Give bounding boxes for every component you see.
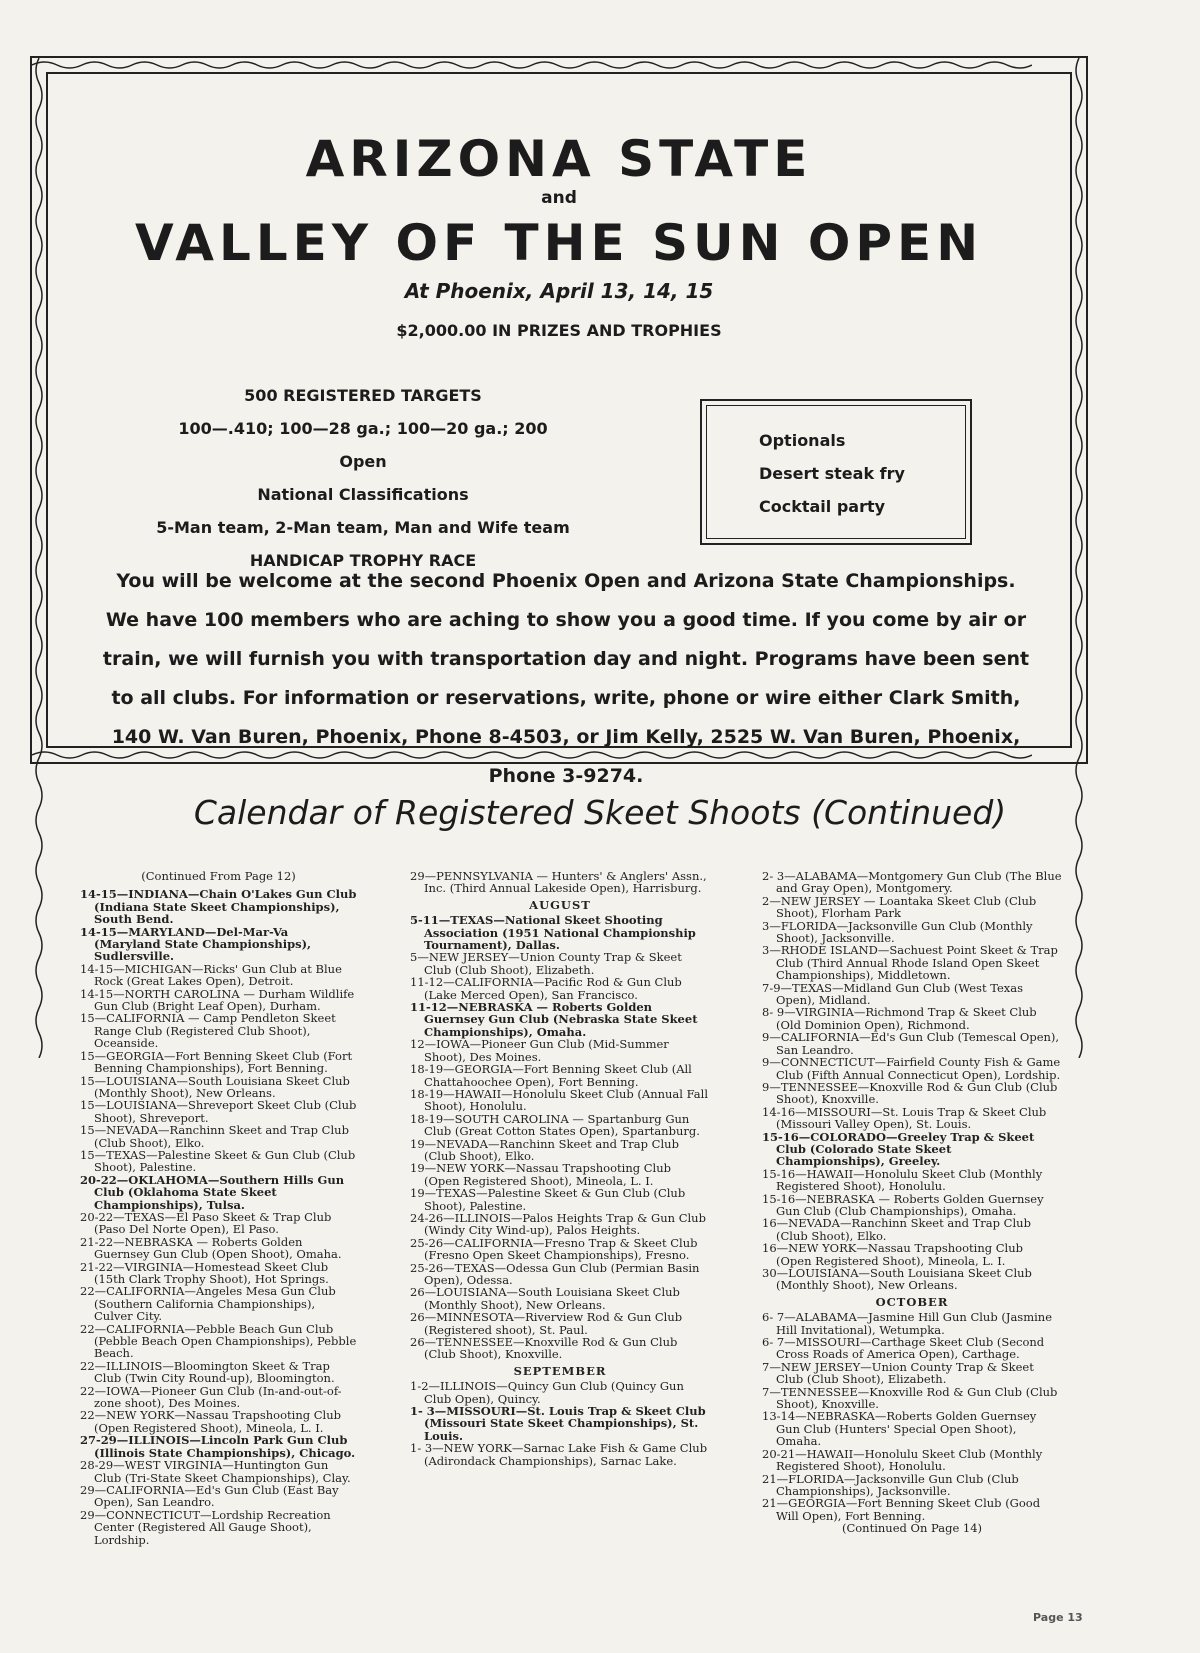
calendar-entry: 26—MINNESOTA—Riverview Rod & Gun Club (Registered shoot), St. Paul.	[410, 1310, 683, 1337]
ad-subtitle: VALLEY OF THE SUN OPEN	[134, 214, 984, 272]
calendar-entry: 14-16—MISSOURI—St. Louis Trap & Skeet Club (Missouri Valley Open), St. Louis.	[762, 1104, 1047, 1132]
calendar-entry: 11-12—NEBRASKA — Roberts Golden Guernsey Gun Club (Nebraska State Skeet Championships), Omaha.	[410, 1000, 698, 1039]
calendar-entry: 22—ILLINOIS—Bloomington Skeet & Trap Club (Twin City Round-up), Bloomington.	[80, 1358, 335, 1386]
calendar-entry: 18-19—GEORGIA—Fort Benning Skeet Club (All Chattahoochee Open), Fort Benning.	[410, 1062, 692, 1089]
calendar-entry: 25-26—TEXAS—Odessa Gun Club (Permian Basin Open), Odessa.	[410, 1260, 700, 1287]
ad-and: and	[541, 188, 577, 208]
calendar-entry: 15—LOUISIANA—Shreveport Skeet Club (Club Shoot), Shreveport.	[80, 1098, 357, 1125]
calendar-entry: 6- 7—ALABAMA—Jasmine Hill Gun Club (Jasmine Hill Invitational), Wetumpka.	[762, 1310, 1052, 1337]
calendar-entry: 26—TENNESSEE—Knoxville Rod & Gun Club (Club Shoot), Knoxville.	[410, 1335, 678, 1362]
calendar-entry: 7—NEW JERSEY—Union County Trap & Skeet Club (Club Shoot), Elizabeth.	[762, 1359, 1034, 1387]
calendar-entry: 24-26—ILLINOIS—Palos Heights Trap & Gun Club (Windy City Wind-up), Palos Heights.	[410, 1210, 706, 1238]
calendar-entry: 14-15—MICHIGAN—Ricks' Gun Club at Blue Rock (Great Lakes Open), Detroit.	[80, 961, 342, 989]
event-line: 100—.410; 100—28 ga.; 100—20 ga.; 200 Open	[178, 419, 548, 471]
ad-prizes: $2,000.00 IN PRIZES AND TROPHIES	[396, 321, 722, 340]
calendar-entry: 15-16—NEBRASKA — Roberts Golden Guernsey Gun Club (Club Championships), Omaha.	[762, 1191, 1044, 1218]
continued-from: (Continued From Page 12)	[141, 869, 296, 883]
calendar-entry: 9—CALIFORNIA—Ed's Gun Club (Temescal Open), San Leandro.	[762, 1030, 1060, 1057]
calendar-entry: 21—GEORGIA—Fort Benning Skeet Club (Good Will Open), Fort Benning.	[762, 1496, 1041, 1523]
calendar-entry: 22—IOWA—Pioneer Gun Club (In-and-out-of-zone shoot), Des Moines.	[80, 1383, 342, 1411]
calendar-entry: 15—CALIFORNIA — Camp Pendleton Skeet Range Club (Registered Club Shoot), Oceanside.	[80, 1011, 336, 1051]
calendar-entry: 5—NEW JERSEY—Union County Trap & Skeet Club (Club Shoot), Elizabeth.	[410, 950, 682, 977]
calendar-entry: 6- 7—MISSOURI—Carthage Skeet Club (Second Cross Roads of America Open), Carthage.	[762, 1335, 1045, 1362]
event-line: HANDICAP TROPHY RACE	[249, 551, 477, 570]
event-line: National Classifications	[257, 485, 469, 504]
event-line: 500 REGISTERED TARGETS	[244, 386, 482, 405]
calendar-entry: 8- 9—VIRGINIA—Richmond Trap & Skeet Club (Old Dominion Open), Richmond.	[762, 1005, 1037, 1032]
calendar-entry: 2- 3—ALABAMA—Montgomery Gun Club (The Blue and Gray Open), Montgomery.	[762, 869, 1062, 896]
calendar-entry: 9—CONNECTICUT—Fairfield County Fish & Game Club (Fifth Annual Connecticut Open), Lordship.	[762, 1055, 1061, 1082]
calendar-entry: 14-15—NORTH CAROLINA — Durham Wildlife Gun Club (Bright Leaf Open), Durham.	[80, 986, 355, 1014]
calendar-entry: 14-15—INDIANA—Chain O'Lakes Gun Club (Indiana State Skeet Championships), South Bend.	[80, 887, 357, 927]
advertisement-inner-frame	[46, 72, 1072, 787]
ad-body-text: You will be welcome at the second Phoenix Open and Arizona State Championships. We have 100 members who are aching to show you a good time. If you come by air or train, we will furnish you with transportation day and night. Programs have been sent to all clubs. For information or reservations, write, phone or wire either Clark Smith, 140 W. Van Buren, Phoenix, Phone 8-4503, or Jim Kelly, 2525 W. Van Buren, Phoenix, Phone 3-9274.	[102, 570, 1030, 787]
calendar-entry: 22—CALIFORNIA—Angeles Mesa Gun Club (Southern California Championships), Culver City.	[80, 1284, 336, 1324]
event-line: 5-Man team, 2-Man team, Man and Wife team	[156, 518, 570, 537]
optional-item: Cocktail party	[759, 497, 886, 516]
calendar-entry: 29—CONNECTICUT—Lordship Recreation Center (Registered All Gauge Shoot), Lordship.	[80, 1507, 331, 1547]
calendar-entry: 22—NEW YORK—Nassau Trapshooting Club (Open Registered Shoot), Mineola, L. I.	[80, 1408, 341, 1435]
calendar-entry: 20-22—OKLAHOMA—Southern Hills Gun Club (Oklahoma State Skeet Championships), Tulsa.	[80, 1172, 345, 1212]
calendar-entry: 3—FLORIDA—Jacksonville Gun Club (Monthly Shoot), Jacksonville.	[762, 918, 1033, 946]
wavy-border-right	[1073, 58, 1085, 1058]
calendar-entry: 15—NEVADA—Ranchinn Skeet and Trap Club (Club Shoot), Elko.	[80, 1123, 349, 1150]
calendar-entry: 1- 3—NEW YORK—Sarnac Lake Fish & Game Club (Adirondack Championships), Sarnac Lake.	[410, 1441, 708, 1468]
calendar-entry: 19—NEVADA—Ranchinn Skeet and Trap Club (Club Shoot), Elko.	[410, 1136, 679, 1163]
wavy-border-top	[32, 59, 1032, 71]
calendar-entry: 19—TEXAS—Palestine Skeet & Gun Club (Club Shoot), Palestine.	[410, 1186, 686, 1213]
calendar-entry: 29—PENNSYLVANIA — Hunters' & Anglers' Assn., Inc. (Third Annual Lakeside Open), Harrisburg.	[410, 869, 707, 896]
month-heading-october: OCTOBER	[875, 1294, 949, 1309]
calendar-entry: 15-16—COLORADO—Greeley Trap & Skeet Club (Colorado State Skeet Championships), Greeley.	[762, 1129, 1035, 1169]
continued-on: (Continued On Page 14)	[841, 1521, 983, 1536]
calendar-entry: 20-21—HAWAII—Honolulu Skeet Club (Monthly Registered Shoot), Honolulu.	[762, 1446, 1043, 1474]
calendar-entry: 7—TENNESSEE—Knoxville Rod & Gun Club (Club Shoot), Knoxville.	[762, 1384, 1058, 1412]
calendar-entry: 27-29—ILLINOIS—Lincoln Park Gun Club (Illinois State Championships), Chicago.	[80, 1433, 356, 1460]
calendar-entry: 5-11—TEXAS—National Skeet Shooting Association (1951 National Championship Tournament), Dallas.	[410, 913, 696, 953]
calendar-entry: 15—GEORGIA—Fort Benning Skeet Club (Fort Benning Championships), Fort Benning.	[80, 1048, 353, 1076]
calendar-entry: 9—TENNESSEE—Knoxville Rod & Gun Club (Club Shoot), Knoxville.	[762, 1079, 1058, 1107]
advertisement-box	[30, 56, 1088, 787]
ad-location: At Phoenix, April 13, 14, 15	[404, 279, 714, 303]
calendar-column-3	[762, 870, 1062, 1535]
calendar-entry: 22—CALIFORNIA—Pebble Beach Gun Club (Pebble Beach Open Championships), Pebble Beach.	[80, 1321, 357, 1361]
calendar-entry: 16—NEVADA—Ranchinn Skeet and Trap Club (Club Shoot), Elko.	[762, 1216, 1031, 1243]
calendar-entry: 19—NEW YORK—Nassau Trapshooting Club (Open Registered Shoot), Mineola, L. I.	[410, 1161, 671, 1188]
calendar-entry: 15—LOUISIANA—South Louisiana Skeet Club (Monthly Shoot), New Orleans.	[80, 1073, 350, 1100]
month-heading-september: SEPTEMBER	[513, 1363, 607, 1378]
calendar-column-2	[410, 870, 710, 1467]
calendar-title: Calendar of Registered Skeet Shoots (Continued)	[193, 793, 1007, 832]
calendar-entry: 13-14—NEBRASKA—Roberts Golden Guernsey Gun Club (Hunters' Special Open Shoot), Omaha.	[762, 1409, 1037, 1449]
calendar-entry: 11-12—CALIFORNIA—Pacific Rod & Gun Club (Lake Merced Open), San Francisco.	[410, 975, 682, 1002]
calendar-entry: 28-29—WEST VIRGINIA—Huntington Gun Club (Tri-State Skeet Championships), Clay.	[80, 1458, 351, 1485]
calendar-entry: 26—LOUISIANA—South Louisiana Skeet Club (Monthly Shoot), New Orleans.	[410, 1285, 680, 1312]
calendar-entry: 2—NEW JERSEY — Loantaka Skeet Club (Club Shoot), Florham Park	[762, 893, 1037, 921]
calendar-entry: 1- 3—MISSOURI—St. Louis Trap & Skeet Club (Missouri State Skeet Championships), St. Louis.	[410, 1404, 706, 1443]
calendar-entry: 29—CALIFORNIA—Ed's Gun Club (East Bay Open), San Leandro.	[80, 1482, 339, 1510]
calendar-entry: 7-9—TEXAS—Midland Gun Club (West Texas Open), Midland.	[762, 980, 1024, 1008]
calendar-entry: 3—RHODE ISLAND—Sachuest Point Skeet & Trap Club (Third Annual Rhode Island Open Skeet Championships), Middletown.	[762, 943, 1058, 983]
optionals-heading: Optionals	[759, 431, 846, 450]
optional-item: Desert steak fry	[759, 464, 905, 483]
calendar-entry: 18-19—HAWAII—Honolulu Skeet Club (Annual Fall Shoot), Honolulu.	[410, 1086, 709, 1114]
calendar-entry: 25-26—CALIFORNIA—Fresno Trap & Skeet Club (Fresno Open Skeet Championships), Fresno.	[410, 1235, 698, 1263]
calendar-entry: 16—NEW YORK—Nassau Trapshooting Club (Open Registered Shoot), Mineola, L. I.	[762, 1241, 1023, 1268]
calendar-entry: 30—LOUISIANA—South Louisiana Skeet Club (Monthly Shoot), New Orleans.	[762, 1266, 1032, 1293]
optionals-box	[700, 399, 972, 545]
calendar-entry: 20-22—TEXAS—El Paso Skeet & Trap Club (Paso Del Norte Open), El Paso.	[80, 1209, 332, 1237]
wavy-border-left	[33, 58, 45, 1058]
calendar-entry: 18-19—SOUTH CAROLINA — Spartanburg Gun Club (Great Cotton States Open), Spartanburg.	[410, 1111, 700, 1139]
ad-events	[152, 379, 574, 577]
page-number: Page 13	[1033, 1611, 1083, 1624]
calendar-column-1	[80, 870, 357, 1546]
calendar-entry: 12—IOWA—Pioneer Gun Club (Mid-Summer Shoot), Des Moines.	[410, 1037, 669, 1064]
calendar-entry: 21-22—NEBRASKA — Roberts Golden Guernsey Gun Club (Open Shoot), Omaha.	[80, 1234, 342, 1262]
ad-title: ARIZONA STATE	[305, 130, 813, 188]
calendar-entry: 21-22—VIRGINIA—Homestead Skeet Club (15th Clark Trophy Shoot), Hot Springs.	[80, 1259, 329, 1286]
calendar-entry: 15—TEXAS—Palestine Skeet & Gun Club (Club Shoot), Palestine.	[80, 1147, 356, 1175]
calendar-entry: 1-2—ILLINOIS—Quincy Gun Club (Quincy Gun Club Open), Quincy.	[410, 1379, 684, 1406]
calendar-entry: 21—FLORIDA—Jacksonville Gun Club (Club Championships), Jacksonville.	[762, 1471, 1019, 1498]
calendar-entry: 14-15—MARYLAND—Del-Mar-Va (Maryland State Championships), Sudlersville.	[80, 924, 312, 964]
calendar-entry: 15-16—HAWAII—Honolulu Skeet Club (Monthly Registered Shoot), Honolulu.	[762, 1166, 1043, 1194]
month-heading-august: AUGUST	[529, 897, 591, 912]
